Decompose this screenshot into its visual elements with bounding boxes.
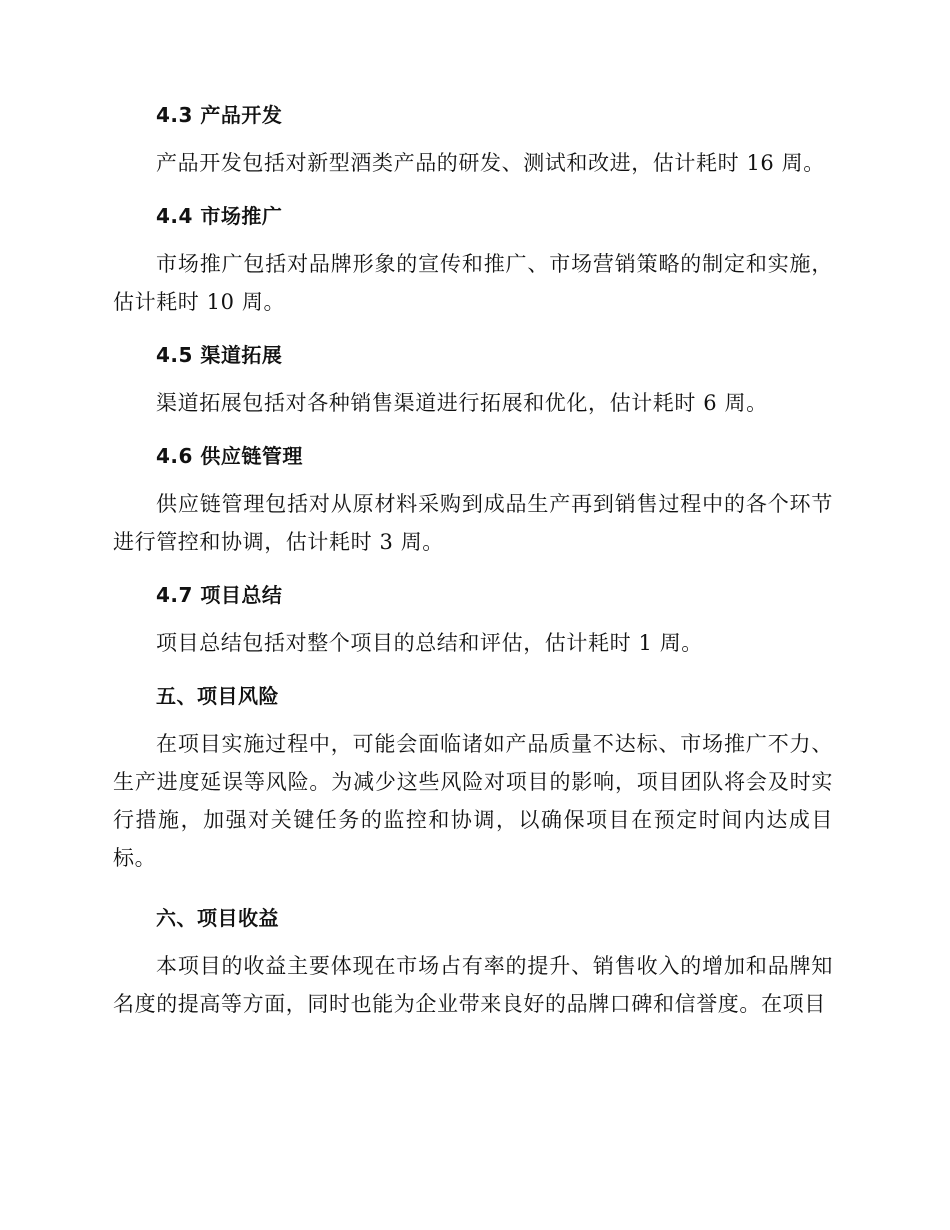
document-page bbox=[113, 100, 833, 1023]
section-4-3 bbox=[113, 100, 833, 182]
section-body: 项目总结包括对整个项目的总结和评估，估计耗时 1 周。 bbox=[156, 631, 703, 655]
section-body: 本项目的收益主要体现在市场占有率的提升、销售收入的增加和品牌知名度的提高等方面，同时也能为企业带来良好的品牌口碑和信誉度。在项目 bbox=[113, 954, 833, 1016]
section-body: 在项目实施过程中，可能会面临诸如产品质量不达标、市场推广不力、生产进度延误等风险。为减少这些风险对项目的影响，项目团队将会及时实行措施，加强对关键任务的监控和协调，以确保项目在预定时间内达成目标。 bbox=[113, 732, 833, 870]
section-heading: 4.6 供应链管理 bbox=[156, 444, 303, 468]
section-4-5 bbox=[113, 340, 833, 422]
section-4-6 bbox=[113, 441, 833, 561]
section-4-4 bbox=[113, 201, 833, 321]
section-body: 产品开发包括对新型酒类产品的研发、测试和改进，估计耗时 16 周。 bbox=[156, 151, 825, 175]
section-project-risk bbox=[113, 681, 833, 877]
section-body: 供应链管理包括对从原材料采购到成品生产再到销售过程中的各个环节进行管控和协调，估计耗时 3 周。 bbox=[113, 492, 833, 554]
section-4-7 bbox=[113, 580, 833, 662]
section-heading: 4.3 产品开发 bbox=[156, 103, 283, 127]
section-heading: 4.4 市场推广 bbox=[156, 204, 283, 228]
section-heading: 4.5 渠道拓展 bbox=[156, 343, 283, 367]
section-project-benefit bbox=[113, 903, 833, 1023]
section-heading: 六、项目收益 bbox=[156, 906, 279, 930]
section-body: 市场推广包括对品牌形象的宣传和推广、市场营销策略的制定和实施，估计耗时 10 周。 bbox=[113, 252, 833, 314]
section-heading: 4.7 项目总结 bbox=[156, 583, 283, 607]
section-heading: 五、项目风险 bbox=[156, 684, 279, 708]
section-body: 渠道拓展包括对各种销售渠道进行拓展和优化，估计耗时 6 周。 bbox=[156, 391, 768, 415]
